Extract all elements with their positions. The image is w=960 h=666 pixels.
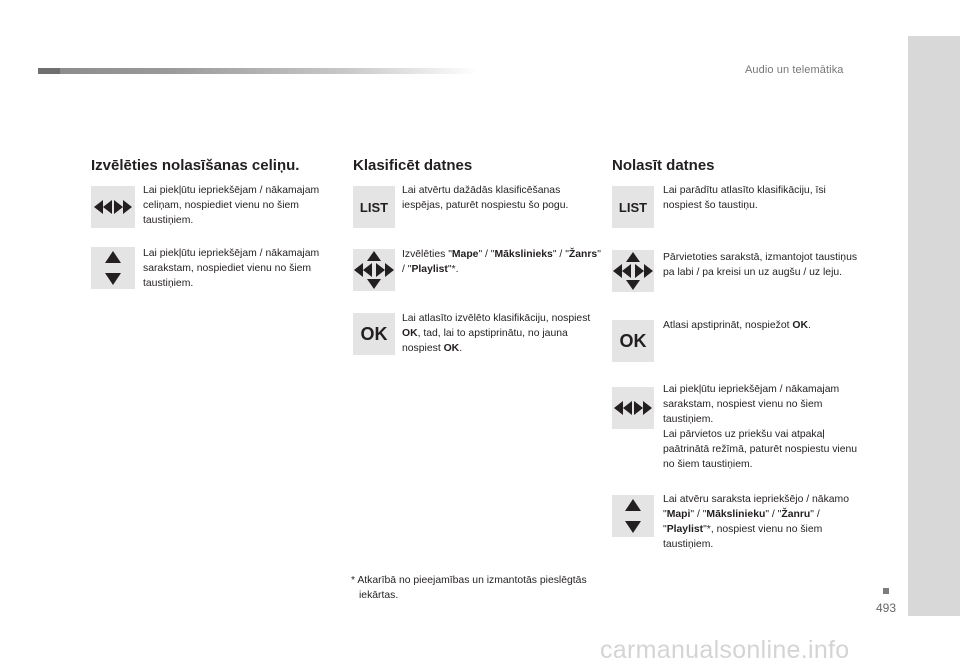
left-right-arrows-icon bbox=[94, 200, 132, 214]
up-down-arrows-icon bbox=[105, 251, 121, 285]
col2-item-2-text: Izvēlēties "Mape" / "Mākslinieks" / "Žanrs" / "Playlist"*. bbox=[402, 249, 601, 275]
left-right-arrows-icon bbox=[614, 401, 652, 415]
col2-item-3-text: Lai atlasīto izvēlēto klasifikāciju, nospiest OK, tad, lai to apstiprinātu, no jauna nospiest OK. bbox=[402, 313, 591, 354]
col2-title: Klasificēt datnes bbox=[353, 157, 473, 174]
col3-item-2-text: Pārvietoties sarakstā, izmantojot taustiņus pa labi / pa kreisi un uz augšu / uz leju. bbox=[663, 252, 858, 278]
col3-item-4-text bbox=[663, 382, 858, 472]
col3-item-1-text: Lai parādītu atlasīto klasifikāciju, īsi nospiest šo taustiņu. bbox=[663, 185, 826, 211]
col1-item-2-text: Lai piekļūtu iepriekšējam / nākamajam sarakstam, nospiediet vienu no šiem taustiņiem. bbox=[143, 248, 320, 289]
list-button bbox=[612, 186, 654, 228]
ok-button-label: OK bbox=[619, 330, 647, 351]
col3-item-4-text-b: Lai pārvietos uz priekšu vai atpakaļ paātrinātā režīmā, paturēt nospiestu vienu no šiem taustiņiem. bbox=[663, 429, 858, 470]
page-marker bbox=[883, 588, 889, 594]
page-number: 493 bbox=[876, 601, 897, 615]
list-button-label: LIST bbox=[618, 199, 648, 215]
watermark: carmanualsonline.info bbox=[600, 636, 850, 664]
four-way-arrows-button bbox=[353, 249, 395, 291]
left-right-arrows-button bbox=[91, 186, 135, 228]
footnote: * Atkarībā no pieejamības un izmantotās pieslēgtās iekārtas. bbox=[351, 575, 587, 601]
header-rule bbox=[38, 68, 478, 74]
ok-button-label: OK bbox=[360, 323, 388, 344]
four-way-arrows-button bbox=[612, 250, 654, 292]
four-way-arrows-icon bbox=[354, 251, 394, 289]
col3-item-5-text: Lai atvēru saraksta iepriekšējo / nākamo "Mapi" / "Mākslinieku" / "Žanru" / "Playlist"*, nospiest vienu no šiem taustiņiem. bbox=[663, 494, 849, 550]
up-down-arrows-icon bbox=[625, 499, 641, 533]
ok-button bbox=[353, 313, 395, 355]
ok-button bbox=[612, 320, 654, 362]
left-right-arrows-button bbox=[612, 387, 654, 429]
col3-title: Nolasīt datnes bbox=[612, 157, 715, 174]
list-button-label: LIST bbox=[359, 199, 389, 215]
chapter-title: Audio un telemātika bbox=[745, 64, 844, 76]
four-way-arrows-icon bbox=[613, 252, 653, 290]
col1-item-1-text: Lai piekļūtu iepriekšējam / nākamajam celiņam, nospiediet vienu no šiem taustiņiem. bbox=[143, 185, 320, 226]
list-button bbox=[353, 186, 395, 228]
up-down-arrows-button bbox=[612, 495, 654, 537]
col3-item-3-text: Atlasi apstiprināt, nospiežot OK. bbox=[663, 320, 811, 331]
page-side-tab bbox=[908, 36, 960, 616]
header-rule-accent bbox=[38, 68, 60, 74]
up-down-arrows-button bbox=[91, 247, 135, 289]
col2-item-1-text: Lai atvērtu dažādās klasificēšanas iespējas, paturēt nospiestu šo pogu. bbox=[402, 185, 569, 211]
col3-item-4-text-a: Lai piekļūtu iepriekšējam / nākamajam sarakstam, nospiest vienu no šiem taustiņiem. bbox=[663, 384, 840, 425]
col1-title: Izvēlēties nolasīšanas celiņu. bbox=[91, 157, 300, 174]
